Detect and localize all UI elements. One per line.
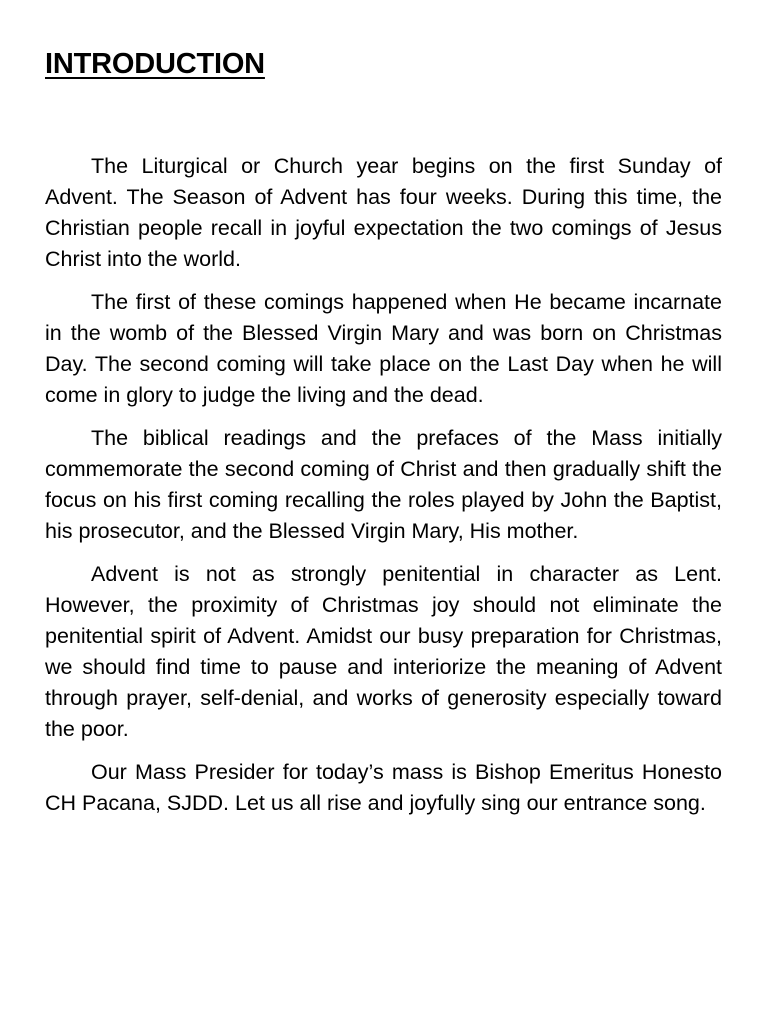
paragraph-first-coming: The first of these comings happened when He became incarnate in the womb of the Blessed Virgin Mary and was born on Christmas Day. The second coming will take place on the Last Day when he will come in glory to judge the living and the dead. [45, 290, 722, 407]
page-title: INTRODUCTION [45, 48, 265, 80]
document-body [45, 151, 722, 831]
paragraph-liturgical-year: The Liturgical or Church year begins on the first Sunday of Advent. The Season of Advent has four weeks. During this time, the Christian people recall in joyful expectation the two comings of Jesus Christ into the world. [45, 154, 722, 271]
paragraph-biblical-readings: The biblical readings and the prefaces of the Mass initially commemorate the second coming of Christ and then gradually shift the focus on his first coming recalling the roles played by John the Baptist, his prosecutor, and the Blessed Virgin Mary, His mother. [45, 426, 722, 543]
paragraph-mass-presider: Our Mass Presider for today’s mass is Bishop Emeritus Honesto CH Pacana, SJDD. Let us all rise and joyfully sing our entrance song. [45, 760, 722, 815]
paragraph-penitential-spirit: Advent is not as strongly penitential in character as Lent. However, the proximity of Christmas joy should not eliminate the penitential spirit of Advent. Amidst our busy preparation for Christmas, we should find time to pause and interiorize the meaning of Advent through prayer, self-denial, and works of generosity especially toward the poor. [45, 562, 722, 741]
